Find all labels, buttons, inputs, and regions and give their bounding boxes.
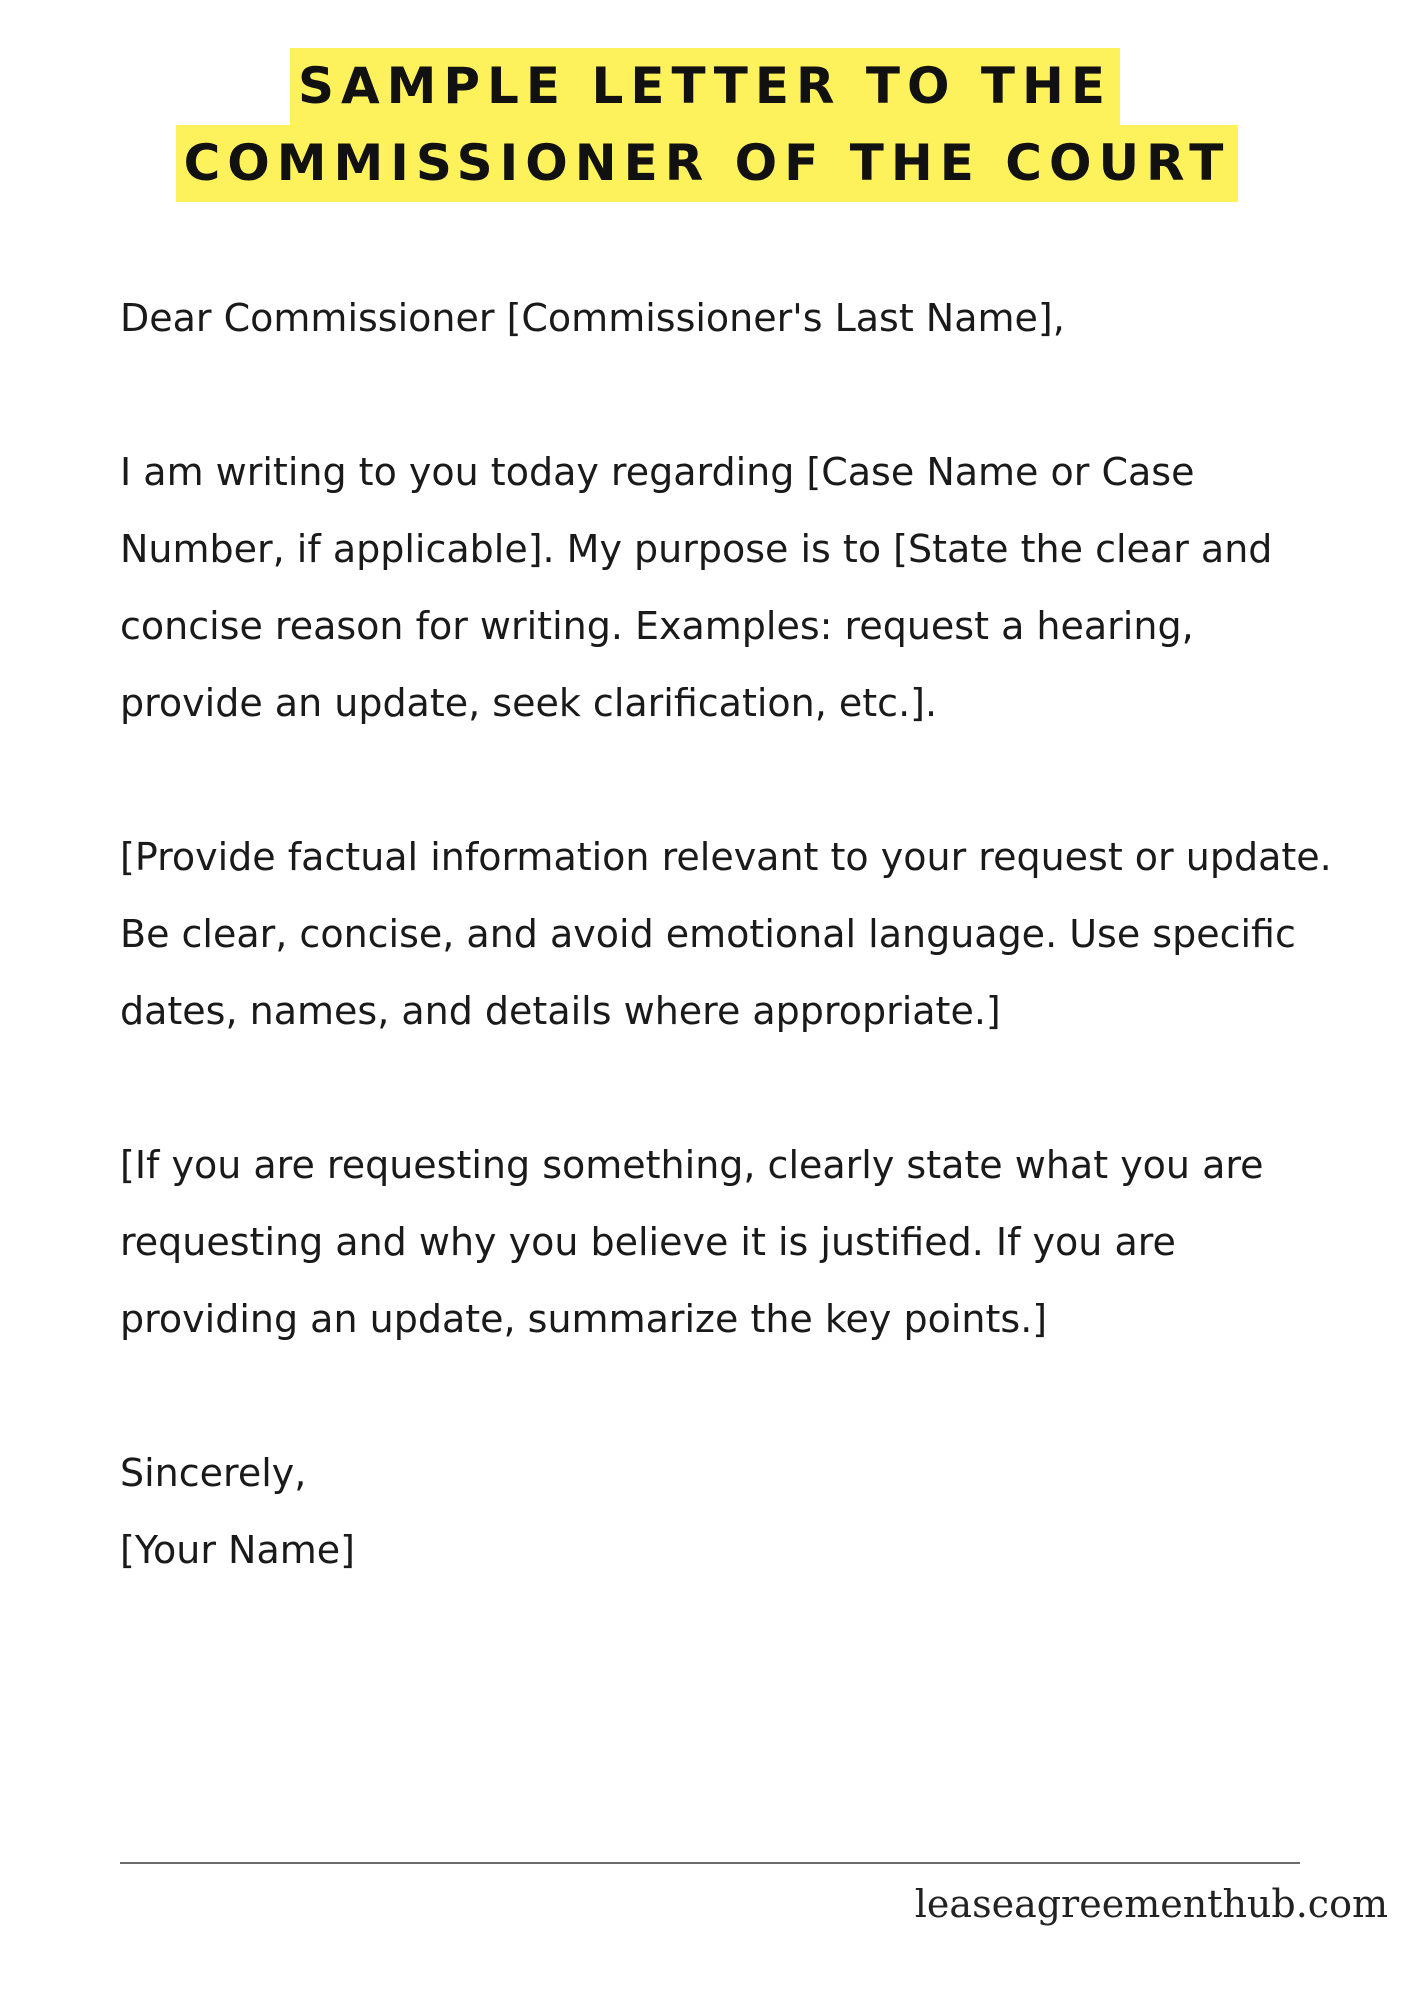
paragraph-facts: [Provide factual information relevant to your request or update. Be clear, concise, and avoid emotional language. Use specific dates, names, and details where appropriate.] bbox=[120, 835, 1332, 1033]
title-line-2: COMMISSIONER OF THE COURT bbox=[176, 125, 1239, 202]
title-line-1: SAMPLE LETTER TO THE bbox=[290, 48, 1120, 125]
document-title bbox=[0, 48, 1414, 202]
letter-body bbox=[120, 280, 1340, 1589]
paragraph-purpose: I am writing to you today regarding [Case Name or Case Number, if applicable]. My purpose is to [State the clear and concise reason for writing. Examples: request a hearing, provide an update, seek clarification, etc.]. bbox=[120, 450, 1273, 725]
footer-divider bbox=[120, 1862, 1300, 1864]
paragraph-request: [If you are requesting something, clearly state what you are requesting and why you believe it is justified. If you are providing an update, summarize the key points.] bbox=[120, 1143, 1264, 1341]
signature: [Your Name] bbox=[120, 1528, 355, 1572]
salutation: Dear Commissioner [Commissioner's Last Name], bbox=[120, 296, 1065, 340]
website-footer: leaseagreementhub.com bbox=[914, 1882, 1388, 1926]
closing: Sincerely, bbox=[120, 1451, 307, 1495]
